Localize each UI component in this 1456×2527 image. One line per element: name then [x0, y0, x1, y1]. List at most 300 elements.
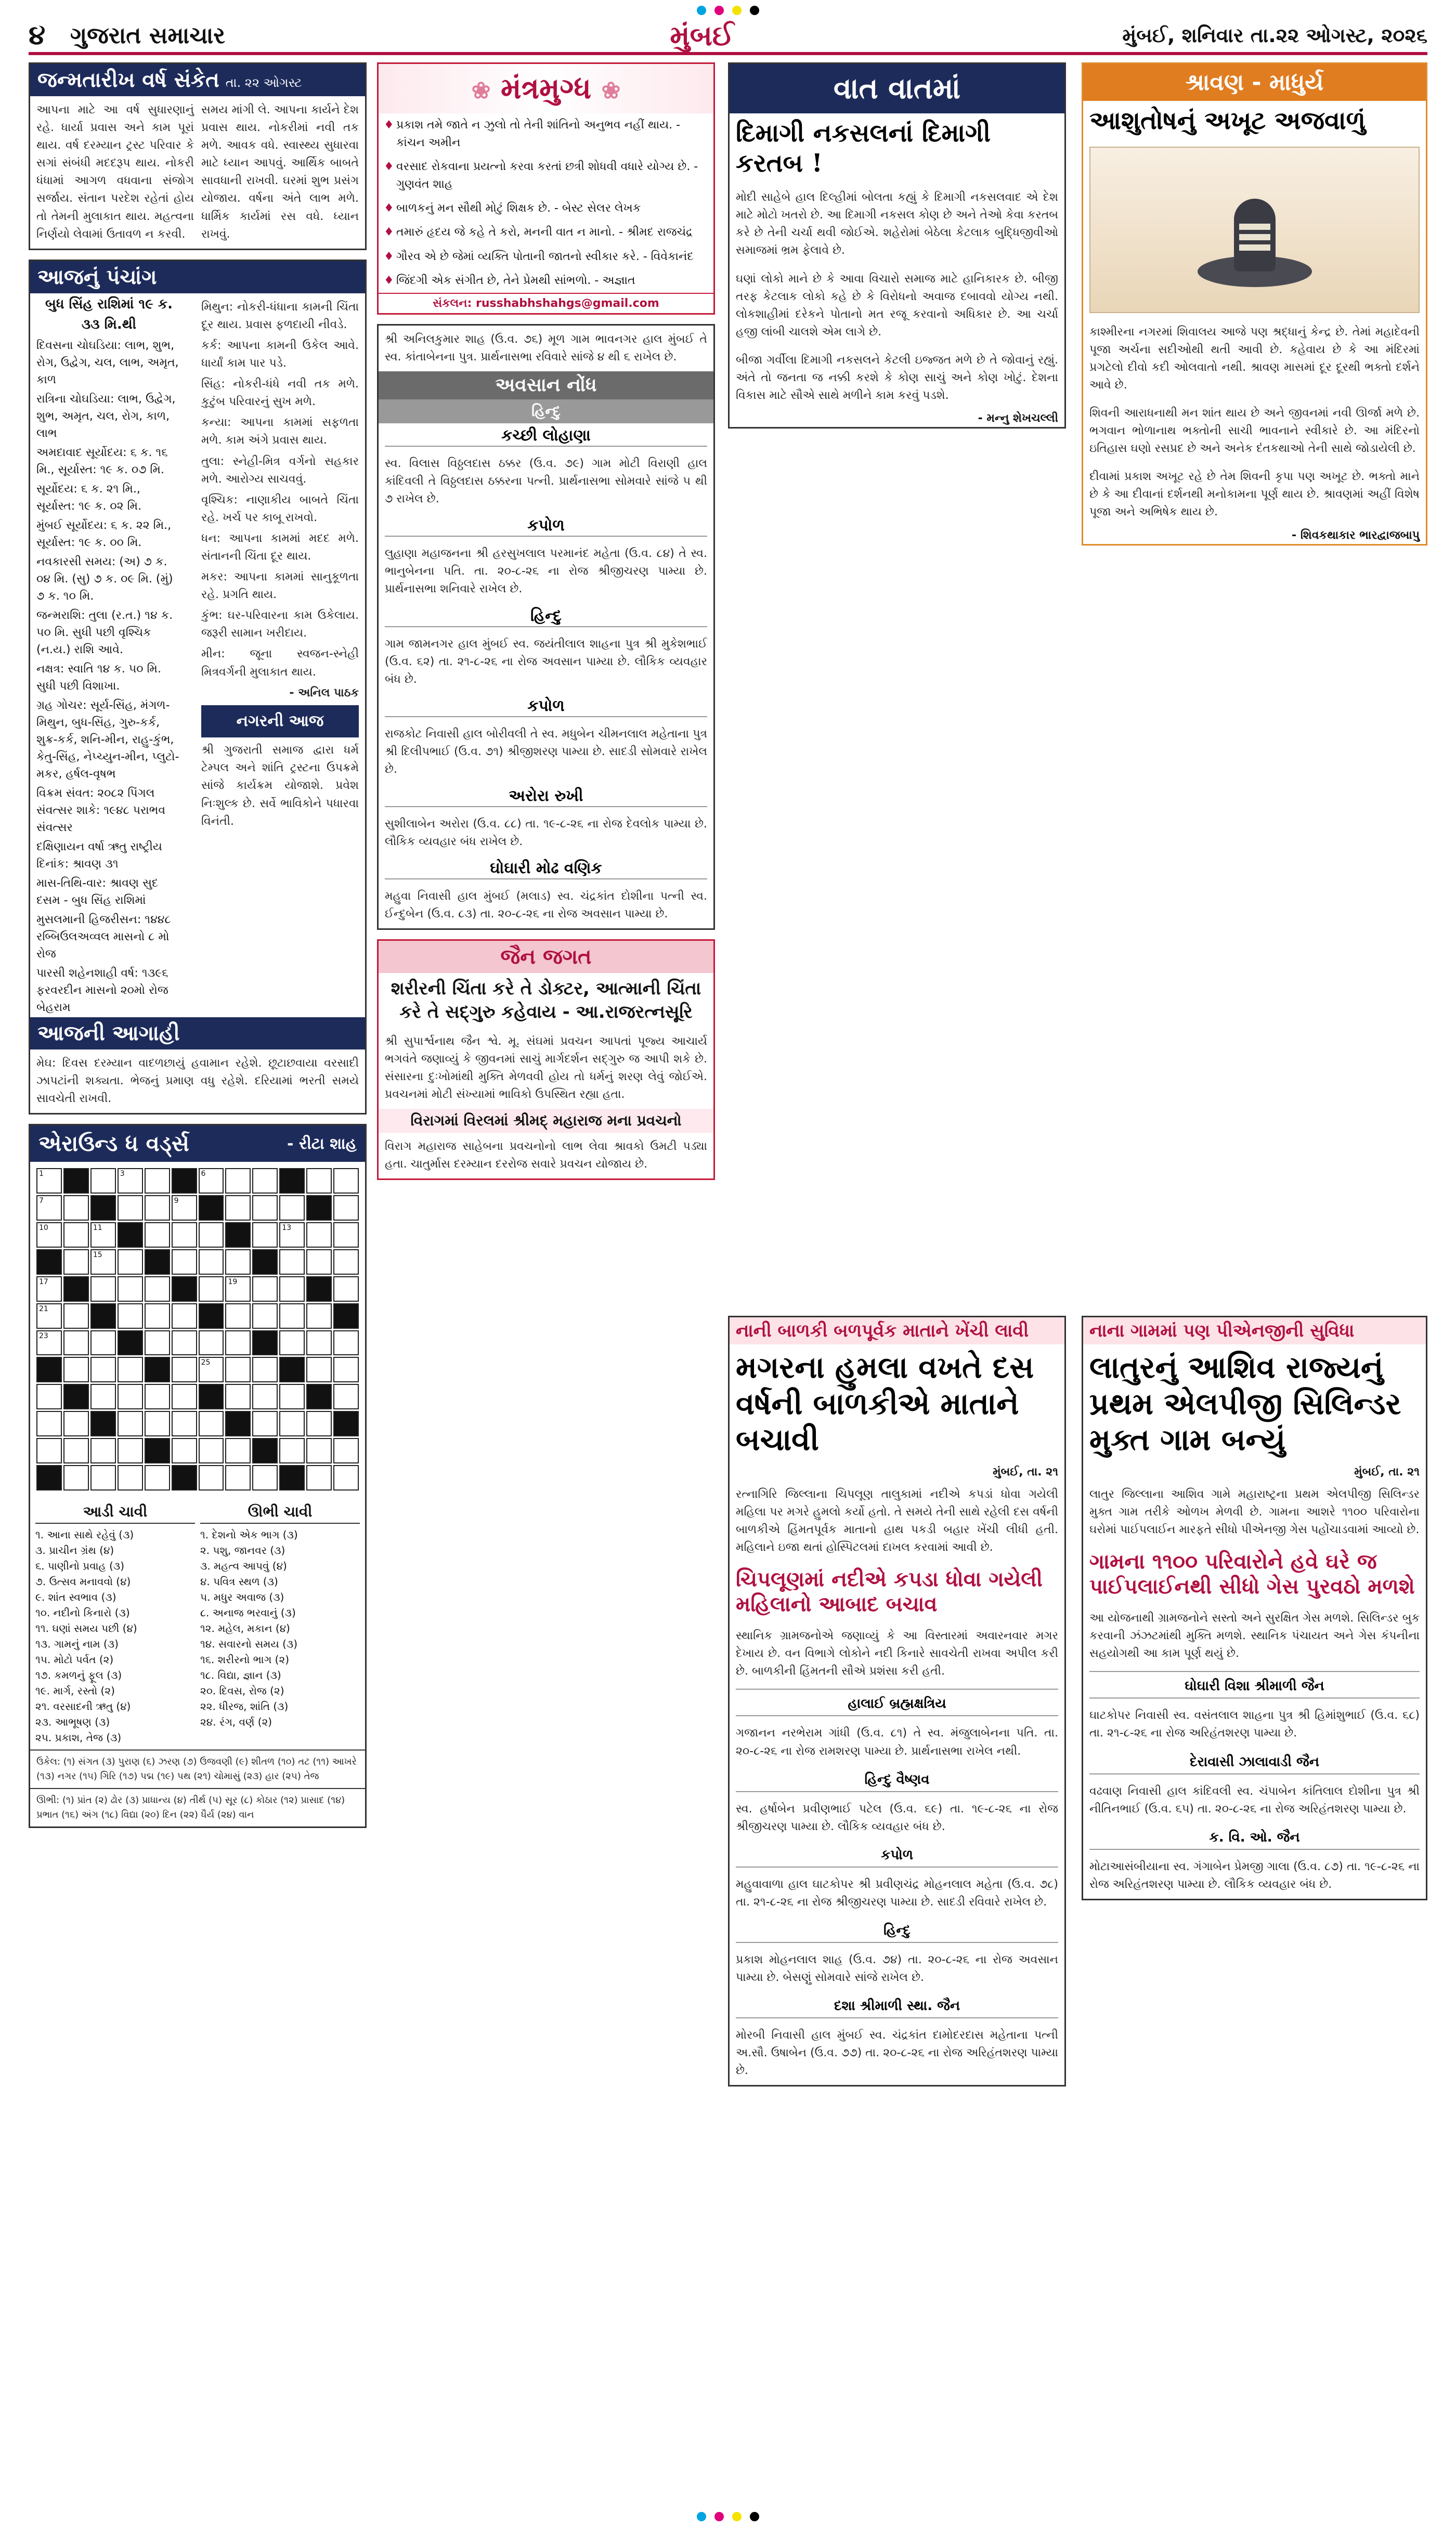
crossword-box	[29, 1124, 367, 1828]
crossword-cell[interactable]	[279, 1384, 305, 1409]
janma-heading: જન્મતારીખ વર્ષ સંકેત તા. ૨૨ ઓગસ્ટ	[30, 64, 365, 96]
obit-heading-zalavadi: દેરાવાસી ઝાલાવાડી જૈન	[1089, 1751, 1420, 1774]
crocodile-headline-2: ચિપલૂણમાં નદીએ કપડા ધોવા ગયેલી મહિલાનો આબાદ બચાવ	[736, 1567, 1043, 1617]
crossword-cell[interactable]: 11	[90, 1222, 116, 1248]
crossword-cell[interactable]: 13	[279, 1222, 305, 1248]
crossword-block	[333, 1411, 359, 1436]
crossword-cell[interactable]	[333, 1168, 359, 1194]
clue: ૧૯. માર્ગ, રસ્તો (૨)	[35, 1684, 115, 1697]
panchang-intro: બુધ સિંહ રાશિમાં ૧૯ ક. ૩૩ મિ.થી	[45, 296, 173, 332]
crossword-cell[interactable]	[145, 1330, 170, 1356]
crossword-cell[interactable]	[225, 1195, 251, 1221]
latur-headline: લાતુરનું આશિવ રાજ્યનું પ્રથમ એલપીજી સિલિન્ડર મુક્ત ગામ બન્યું	[1089, 1350, 1401, 1458]
crossword-author: - રીટા શાહ	[287, 1134, 357, 1153]
crossword-cell[interactable]	[63, 1357, 89, 1382]
panchang-row: પારસી શહેનશાહી વર્ષ: ૧૩૯૬ ફરવરદીન માસનો ૨૦મો રોજ બેહરામ	[36, 966, 168, 1014]
community-name: કચ્છી લોહાણા	[385, 423, 707, 447]
vaat-headline: દિમાગી નકસલનાં દિમાગી કરતબ !	[736, 119, 991, 178]
crossword-cell[interactable]: 7	[36, 1195, 62, 1221]
crossword-cell[interactable]	[118, 1411, 143, 1436]
section-name: મુંબઈ	[670, 18, 734, 52]
crossword-block	[252, 1330, 278, 1356]
crossword-cell[interactable]	[333, 1249, 359, 1275]
crossword-block	[306, 1195, 332, 1221]
crossword-cell[interactable]	[225, 1249, 251, 1275]
janma-box	[29, 62, 367, 250]
crossword-cell[interactable]: 17	[36, 1276, 62, 1302]
crossword-cell[interactable]	[279, 1249, 305, 1275]
obit-heading-ghoghari: ઘોઘારી વિશા શ્રીમાળી જૈન	[1089, 1675, 1420, 1699]
crossword-cell[interactable]: 19	[225, 1276, 251, 1302]
community-name: કપોળ	[385, 694, 707, 717]
janma-date: તા. ૨૨ ઓગસ્ટ	[225, 75, 302, 90]
crossword-cell[interactable]	[118, 1384, 143, 1409]
crossword-cell[interactable]: 10	[36, 1222, 62, 1248]
crossword-grid[interactable]	[30, 1162, 365, 1497]
clue: ૫. મધુર અવાજ (૩)	[200, 1591, 284, 1604]
crossword-cell[interactable]	[225, 1465, 251, 1491]
crossword-block	[172, 1465, 197, 1491]
crossword-cell[interactable]	[252, 1384, 278, 1409]
nagarni-aaj-heading: નગરની આજ	[201, 705, 359, 738]
clue: ૮. અનાજ ભરવાનું (૩)	[200, 1606, 296, 1619]
panchang-row: જન્મરાશિ: તુલા (ર.ત.) ૧૪ ક. ૫૦ મિ. સુધી પછી વૃશ્ચિક (ન.ય.) રાશિ આવે.	[36, 608, 173, 656]
obituary-heading: અવસાન નોંધ	[379, 371, 713, 399]
crossword-cell[interactable]	[90, 1330, 116, 1356]
crossword-block	[63, 1168, 89, 1194]
crossword-cell[interactable]: 9	[172, 1195, 197, 1221]
panchang-row: અમદાવાદ સૂર્યોદય: ૬ ક. ૧૬ મિ., સૂર્યાસ્ત: ૧૯ ક. ૦૭ મિ.	[36, 446, 168, 476]
crossword-block	[199, 1384, 224, 1409]
crossword-cell[interactable]	[306, 1357, 332, 1382]
crossword-cell[interactable]	[199, 1465, 224, 1491]
crossword-cell[interactable]	[252, 1168, 278, 1194]
clue: ૧૫. મોટો પર્વત (૨)	[35, 1653, 114, 1666]
halai-text-b: સ્વ. હર્ષાબેન પ્રવીણભાઈ પટેલ (ઉ.વ. ૬૯) તા. ૧૯-૮-૨૬ ના રોજ શ્રીજીચરણ પામ્યા છે. લૌકિક વ્યવહાર બંધ છે.	[736, 1802, 1058, 1833]
shravan-byline: - શિવકથાકાર ભારદ્વાજબાપુ	[1292, 528, 1420, 542]
crossword-cell[interactable]	[333, 1465, 359, 1491]
crossword-cell[interactable]	[36, 1384, 62, 1409]
crossword-cell[interactable]	[333, 1330, 359, 1356]
crossword-cell[interactable]: 21	[36, 1303, 62, 1329]
halai-subheading-2: કપોળ	[736, 1844, 1058, 1868]
shravan-text: શિવની આરાધનાથી મન શાંત થાય છે અને જીવનમાં નવી ઊર્જા મળે છે. ભગવાન ભોળાનાથ ભક્તોની સાચી ભાવનાને સ્વીકારે છે. આ મંદિરનો ઇતિહાસ ઘણો રસપ્રદ છે અને અનેક દંતકથાઓ તેની સાથે જોડાયેલી છે.	[1089, 406, 1420, 456]
crossword-cell[interactable]	[252, 1222, 278, 1248]
obit-text-kvo: મોટાઆસંબીયાના સ્વ. ગંગાબેન પ્રેમજી ગાલા (ઉ.વ. ૮૭) તા. ૧૯-૮-૨૬ ના રોજ અરિહંતશરણ પામ્યા છે. લૌકિક વ્યવહાર બંધ છે.	[1089, 1860, 1420, 1891]
community-name: અરોરા રુખી	[385, 784, 707, 807]
janma-text-a: આપના માટે આ વર્ષ સુધારણાનું રહે. ધાર્યા પ્રવાસ અને કામ પૂરાં થાય. વર્ષ દરમ્યાન ટ્રસ્ટ પરિવાર કે સગાં સંબંધી મદદરૂપ થાય. નોકરી ધંધામાં આગળ વધવાના સંજોગ સર્જાય. સંતાન પરદેશ રહેતાં હોય તો તેમની મુલાકાત થાય. મહત્વના નિર્ણયો લેવામાં ઉતાવળ ન કરવી.	[36, 103, 194, 241]
crossword-block	[252, 1249, 278, 1275]
crocodile-headline: મગરના હુમલા વખતે દસ વર્ષની બાળકીએ માતાને બચાવી	[736, 1350, 1034, 1458]
crossword-cell[interactable]	[225, 1330, 251, 1356]
crossword-block	[63, 1384, 89, 1409]
crossword-cell[interactable]	[333, 1276, 359, 1302]
page-number: ૪	[29, 19, 46, 51]
crossword-block	[145, 1438, 170, 1463]
crossword-block	[63, 1276, 89, 1302]
clue: ૧૦. નદીનો કિનારો (૩)	[35, 1606, 130, 1619]
crossword-cell[interactable]	[36, 1438, 62, 1463]
shravan-box	[1082, 62, 1427, 546]
crossword-cell[interactable]	[172, 1357, 197, 1382]
shivling-icon	[1192, 167, 1317, 292]
crossword-cell[interactable]: 3	[118, 1168, 143, 1194]
crossword-cell[interactable]	[118, 1465, 143, 1491]
crossword-cell[interactable]: 23	[36, 1330, 62, 1356]
crossword-cell[interactable]	[333, 1357, 359, 1382]
crocodile-text-2: સ્થાનિક ગ્રામજનોએ જણાવ્યું કે આ વિસ્તારમાં અવારનવાર મગર દેખાય છે. વન વિભાગે લોકોને નદી કિનારે સાવચેતી રાખવા અપીલ કરી છે. બાળકીની હિંમતની સૌએ પ્રશંસા કરી હતી.	[736, 1629, 1058, 1678]
halai-text-c: મહુવાવાળા હાલ ઘાટકોપર શ્રી પ્રવીણચંદ્ર મોહનલાલ મહેતા (ઉ.વ. ૭૮) તા. ૨૧-૮-૨૬ ના રોજ શ્રીજીચરણ પામ્યા છે. સાદડી રવિવારે રાખેલ છે.	[736, 1877, 1058, 1909]
clue: ૬. પાણીનો પ્રવાહ (૩)	[35, 1560, 125, 1573]
column-2	[377, 62, 715, 2476]
crossword-cell[interactable]	[333, 1195, 359, 1221]
crossword-cell[interactable]	[172, 1249, 197, 1275]
panchang-row: વિક્રમ સંવત: ૨૦૮૨ પિંગલ સંવત્સર શાકે: ૧૯૪૮ પરાભવ સંવત્સર	[36, 786, 166, 834]
clue: ૧૩. ગામનું નામ (૩)	[35, 1638, 119, 1651]
latur-text: લાતુર જિલ્લાના આશિવ ગામે મહારાષ્ટ્રના પ્રથમ એલપીજી સિલિન્ડર મુક્ત ગામ તરીકે ઓળખ મેળવી છે. ગામના આશરે ૧૧૦૦ પરિવારોના ઘરોમાં પાઈપલાઈન મારફતે સીધો પીએનજી ગેસ પહોંચાડવામાં આવ્યો છે.	[1089, 1487, 1420, 1536]
crossword-block	[306, 1384, 332, 1409]
panchang-row: ગ્રહ ગોચર: સૂર્ય-સિંહ, મંગળ-મિથુન, બુધ-સિંહ, ગુરુ-કર્ક, શુક્ર-કર્ક, શનિ-મીન, રાહુ-કુંભ, કેતુ-સિંહ, નેપ્ચ્યુન-મીન, પ્લુટો-મકર, હર્ષલ-વૃષભ	[36, 698, 179, 781]
panchang-row: દિવસના ચોઘડિયા: લાભ, શુભ, રોગ, ઉદ્વેગ, ચલ, લાભ, અમૃત, કાળ	[36, 339, 179, 386]
hindu-label: હિન્દુ	[379, 399, 713, 423]
mantra-quote: ♦ તમારું હૃદય જે કહે તે કરો, મનની વાત ન માનો. - શ્રીમદ રાજચંદ્ર	[379, 221, 713, 244]
crossword-cell[interactable]	[63, 1249, 89, 1275]
crossword-block	[279, 1357, 305, 1382]
crossword-cell[interactable]	[118, 1303, 143, 1329]
rashi-line: કન્યા: આપના કામમાં સફળતા મળે. કામ અંગે પ્રવાસ થાય.	[201, 416, 359, 447]
jain-jagat-box	[377, 939, 715, 1180]
crossword-cell[interactable]	[199, 1222, 224, 1248]
vaat-heading: વાત વાતમાં	[730, 64, 1064, 113]
column-4	[1082, 62, 1427, 1305]
rashi-line: ધન: આપના કામમાં મદદ મળે. સંતાનની ચિંતા દૂર થાય.	[201, 532, 359, 563]
crossword-cell[interactable]	[279, 1438, 305, 1463]
rashi-line: કુંભ: ઘર-પરિવારના કામ ઉકેલાય. જરૂરી સામાન ખરીદાય.	[201, 609, 359, 640]
crossword-cell[interactable]	[225, 1168, 251, 1194]
obituary-box	[377, 324, 715, 930]
community-name: ઘોઘારી મોઢ વણિક	[385, 856, 707, 879]
crossword-cell[interactable]	[145, 1411, 170, 1436]
halai-heading: હાલાઈ બ્રહ્મક્ષત્રિય	[736, 1693, 1058, 1716]
crossword-cell[interactable]	[306, 1330, 332, 1356]
aagahi-text: મેઘ: દિવસ દરમ્યાન વાદળછાયું હવામાન રહેશે. છૂટાછવાયા વરસાદી ઝાપટાંની શક્યતા. ભેજનું પ્રમાણ વધુ રહેશે. દરિયામાં ભરતી સમયે સાવચેતી રાખવી.	[36, 1056, 359, 1105]
crossword-block	[252, 1438, 278, 1463]
clue: ૨૨. ધીરજ, શાંતિ (૩)	[200, 1700, 289, 1713]
crossword-block	[118, 1222, 143, 1248]
crossword-cell[interactable]	[172, 1330, 197, 1356]
crossword-cell[interactable]: 1	[36, 1168, 62, 1194]
crossword-cell[interactable]	[279, 1303, 305, 1329]
crossword-block	[279, 1465, 305, 1491]
crossword-block	[36, 1249, 62, 1275]
crossword-cell[interactable]	[333, 1384, 359, 1409]
crossword-cell[interactable]	[279, 1195, 305, 1221]
crossword-cell[interactable]	[172, 1303, 197, 1329]
obit-heading-kvo: ક. વિ. ઓ. જૈન	[1089, 1826, 1420, 1850]
lotus-icon: ❀	[471, 77, 491, 104]
community-text: લુહાણા મહાજનના શ્રી હરસુખલાલ પરમાનંદ મહેતા (ઉ.વ. ૮૪) તે સ્વ. ભાનુબેનના પતિ. તા. ૨૦-૮-૨૬ ના રોજ શ્રીજીચરણ પામ્યા છે. પ્રાર્થનાસભા શનિવારે રાખેલ છે.	[385, 547, 707, 596]
mantra-box	[377, 62, 715, 315]
panchang-row: મુસલમાની હિજરીસન: ૧૪૪૮ રબ્બિઉલઅવ્વલ માસનો ૮ મો રોજ	[36, 913, 171, 961]
column-1	[29, 62, 367, 2476]
community-name: કપોળ	[385, 513, 707, 537]
crossword-cell[interactable]	[145, 1303, 170, 1329]
shravan-headline: આશુતોષનું અખૂટ અજવાળું	[1089, 106, 1366, 135]
crossword-cell[interactable]	[63, 1438, 89, 1463]
mantra-title: મંત્રમુગ્ધ	[501, 71, 591, 106]
mantra-quote: ♦ જિંદગી એક સંગીત છે, તેને પ્રેમથી સાંભળો. - અજ્ઞાત	[379, 269, 713, 293]
clue: ૧૧. ઘણાં સમય પછી (૪)	[35, 1622, 137, 1635]
community-text: રાજકોટ નિવાસી હાલ બોરીવલી તે સ્વ. મધુબેન ચીમનલાલ મહેતાના પુત્ર શ્રી દિલીપભાઈ (ઉ.વ. ૭૧) શ્રીજીશરણ પામ્યા છે. સાદડી સોમવારે રાખેલ છે.	[385, 727, 707, 776]
panchang-list	[30, 293, 188, 1017]
panchang-body	[30, 293, 365, 1017]
crossword-cell[interactable]	[118, 1438, 143, 1463]
panchang-row: દક્ષિણાયન વર્ષા ઋતુ રાષ્ટ્રીય દિનાંક: શ્રાવણ ૩૧	[36, 840, 162, 871]
crossword-cell[interactable]	[306, 1222, 332, 1248]
crossword-cell[interactable]	[199, 1249, 224, 1275]
shravan-text: દીવામાં પ્રકાશ અખૂટ રહે છે તેમ શિવની કૃપા પણ અખૂટ છે. ભક્તો માને છે કે આ દીવાનાં દર્શનથી મનોકામના પૂર્ણ થાય છે. શ્રાવણમાં અહીં વિશેષ પૂજા અને અભિષેક થાય છે.	[1089, 470, 1420, 519]
crossword-cell[interactable]	[118, 1357, 143, 1382]
crossword-cell[interactable]	[252, 1411, 278, 1436]
panchang-row: નવકારસી સમય: (અ) ૭ ક. ૦૪ મિ. (સુ) ૭ ક. ૦૯ મિ. (મું) ૭ ક. ૧૦ મિ.	[36, 555, 173, 603]
shivling-photo	[1089, 147, 1420, 313]
crossword-block	[145, 1357, 170, 1382]
crossword-block	[306, 1276, 332, 1302]
crossword-cell[interactable]: 25	[199, 1357, 224, 1382]
crossword-block	[118, 1330, 143, 1356]
crossword-cell[interactable]	[306, 1411, 332, 1436]
crossword-block	[199, 1195, 224, 1221]
crossword-cell[interactable]	[252, 1195, 278, 1221]
community-text: મહુવા નિવાસી હાલ મુંબઈ (મલાડ) સ્વ. ચંદ્રકાંત દોશીના પત્ની સ્વ. ઈન્દુબેન (ઉ.વ. ૮૩) તા. ૨૦-૮-૨૬ ના રોજ અવસાન પામ્યા છે.	[385, 890, 707, 921]
vaat-text: ઘણાં લોકો માને છે કે આવા વિચારો સમાજ માટે હાનિકારક છે. બીજી તરફ કેટલાક લોકો કહે છે કે વિરોધનો અવાજ દબાવવો યોગ્ય નથી. લોકશાહીમાં દરેકને પોતાનો મત રજૂ કરવાનો અધિકાર છે. આ ચર્ચા હજી લાંબી ચાલશે એમ લાગે છે.	[736, 272, 1058, 339]
clue: ૪. પવિત્ર સ્થળ (૩)	[200, 1575, 278, 1588]
panchang-row: નક્ષત્ર: સ્વાતિ ૧૪ ક. ૫૦ મિ. સુધી પછી વિશાખા.	[36, 662, 161, 693]
crossword-block	[172, 1276, 197, 1302]
crocodile-banner: નાની બાળકી બળપૂર્વક માતાને ખેંચી લાવી	[730, 1317, 1064, 1344]
panchang-row: માસ-તિથિ-વાર: શ્રાવણ સુદ દસમ - બુધ સિંહ રાશિમાં	[36, 876, 159, 907]
rashi-line: કર્ક: આપના કામની ઉકેલ આવે. ધાર્યાં કામ પાર પડે.	[201, 339, 359, 370]
crossword-cell[interactable]	[90, 1384, 116, 1409]
latur-dateline: મુંબઈ, તા. ૨૧	[1354, 1465, 1420, 1479]
crocodile-text: રત્નાગિરિ જિલ્લાના ચિપલૂણ તાલુકામાં નદીએ કપડાં ધોવા ગયેલી મહિલા પર મગરે હુમલો કર્યો હતો. તે સમયે તેની સાથે રહેલી દસ વર્ષની બાળકીએ હિંમતપૂર્વક માતાનો હાથ પકડી બહાર ખેંચી લીધી હતી. મહિલાને ઇજા થતાં હોસ્પિટલમાં દાખલ કરવામાં આવી છે.	[736, 1487, 1058, 1554]
crossword-block	[36, 1465, 62, 1491]
crossword-cell[interactable]	[306, 1465, 332, 1491]
janma-text	[30, 96, 365, 249]
crossword-block	[90, 1411, 116, 1436]
crossword-cell[interactable]	[63, 1330, 89, 1356]
latur-text-2: આ યોજનાથી ગ્રામજનોને સસ્તો અને સુરક્ષિત ગેસ મળશે. સિલિન્ડર બુક કરવાની ઝંઝટમાંથી મુક્તિ મળશે. સ્થાનિક પંચાયત અને ગેસ કંપનીના સહયોગથી આ કામ પૂર્ણ થયું છે.	[1089, 1612, 1420, 1661]
community-name: હિન્દુ	[385, 604, 707, 627]
shravan-text: કાશ્મીરના નગરમાં શિવાલય આજે પણ શ્રદ્ધાનું કેન્દ્ર છે. તેમાં મહાદેવની પૂજા અર્ચના સદીઓથી થતી આવી છે. કહેવાય છે કે આ મંદિરમાં પ્રગટેલો દીવો કદી ઓલવાતો નથી. શ્રાવણ માસમાં દૂર દૂરથી ભક્તો દર્શને આવે છે.	[1089, 325, 1420, 392]
clue: ૧૪. સવારનો સમય (૩)	[200, 1638, 298, 1651]
crossword-cell[interactable]	[118, 1195, 143, 1221]
jain-subheadline: વિરાગમાં વિરલમાં શ્રીમદ્ મહારાજ મના પ્રવચનો	[379, 1109, 713, 1133]
crossword-cell[interactable]	[145, 1276, 170, 1302]
down-clues	[200, 1501, 360, 1745]
mantra-quote: ♦ બાળકનું મન સૌથી મોટું શિક્ષક છે. - બેસ્ટ સેલર લેખક	[379, 197, 713, 221]
crocodile-story	[728, 1316, 1066, 2087]
crossword-cell[interactable]	[199, 1330, 224, 1356]
clue: ૧૭. કમળનું ફૂલ (૩)	[35, 1669, 122, 1682]
crossword-cell[interactable]	[145, 1384, 170, 1409]
crossword-block	[172, 1168, 197, 1194]
panchang-row: સૂર્યોદય: ૬ ક. ૨૧ મિ., સૂર્યાસ્ત: ૧૯ ક. ૦૨ મિ.	[36, 482, 142, 513]
crossword-cell[interactable]	[306, 1249, 332, 1275]
vaat-text: બીજા ગર્વીલા દિમાગી નકસલને કેટલી ઇજ્જત મળે છે તે જોવાનું રહ્યું. અંતે તો જનતા જ નક્કી કરશે કે કોણ સાચું અને કોણ ખોટું. દેશના વિકાસ માટે સૌએ સાથે મળીને કામ કરવું પડશે.	[736, 353, 1058, 403]
clue: ૩. પ્રાચીન ગ્રંથ (૪)	[35, 1544, 114, 1557]
crossword-cell[interactable]: 6	[199, 1168, 224, 1194]
clue: ૧. આના સાથે રહેવું (૩)	[35, 1528, 134, 1541]
crossword-cell[interactable]	[172, 1438, 197, 1463]
crossword-heading	[30, 1125, 365, 1162]
crossword-cell[interactable]	[90, 1438, 116, 1463]
obit-text-ghoghari: ઘાટકોપર નિવાસી સ્વ. વસંતલાલ શાહના પુત્ર શ્રી હિમાંશુભાઈ (ઉ.વ. ૬૮) તા. ૨૧-૮-૨૬ ના રોજ અરિહંતશરણ પામ્યા છે.	[1089, 1709, 1420, 1740]
crossword-cell[interactable]	[252, 1357, 278, 1382]
crossword-cell[interactable]	[118, 1249, 143, 1275]
crossword-block	[225, 1411, 251, 1436]
crossword-cell[interactable]	[279, 1276, 305, 1302]
crossword-cell[interactable]	[172, 1384, 197, 1409]
nagar-text: શ્રી ગુજરાતી સમાજ દ્વારા ધર્મ ટેમ્પલ અને શાંતિ ટ્રસ્ટના ઉપક્રમે સાંજે કાર્યક્રમ યોજાશે. પ્રવેશ નિઃશુલ્ક છે. સર્વે ભાવિકોને પધારવા વિનંતી.	[201, 744, 359, 828]
crossword-title: એરાઉન્ડ ધ વર્ડ્સ	[38, 1131, 189, 1157]
masthead	[29, 19, 1427, 55]
crossword-cell[interactable]	[279, 1330, 305, 1356]
clue: ૨૫. પ્રકાશ, તેજ (૩)	[35, 1731, 122, 1744]
mantra-quote: ♦ વરસાદ રોકવાના પ્રયત્નો કરવા કરતાં છત્રી શોધવી વધારે યોગ્ય છે. - ગુણવંત શાહ	[379, 155, 713, 197]
crossword-cell[interactable]	[90, 1276, 116, 1302]
crossword-cell[interactable]	[145, 1465, 170, 1491]
clue: ૭. ઉત્સવ મનાવવો (૪)	[35, 1575, 131, 1588]
crossword-clues	[30, 1497, 365, 1750]
obit-heading-dasha: દશા શ્રીમાળી સ્થા. જૈન	[736, 1995, 1058, 2018]
crossword-cell[interactable]	[306, 1168, 332, 1194]
panchang-box	[29, 260, 367, 1115]
clue: ૩. મહત્વ આપવું (૪)	[200, 1560, 287, 1573]
crossword-cell[interactable]	[333, 1222, 359, 1248]
crossword-cell[interactable]	[118, 1276, 143, 1302]
crossword-block	[199, 1303, 224, 1329]
crossword-cell[interactable]	[225, 1384, 251, 1409]
clue: ૧૨. મહેલ, મકાન (૪)	[200, 1622, 290, 1635]
crossword-cell[interactable]	[306, 1303, 332, 1329]
crossword-cell[interactable]	[90, 1465, 116, 1491]
mantra-quote: ♦ પ્રકાશ તમે જાતે ન ઝુલો તો તેની શાંતિનો અનુભવ નહીં થાય. - કાંચન અમીન	[379, 113, 713, 155]
latur-banner: નાના ગામમાં પણ પીએનજીની સુવિધા	[1083, 1317, 1426, 1344]
crossword-cell[interactable]	[63, 1465, 89, 1491]
crossword-block	[333, 1303, 359, 1329]
rashi-line: મીન: જૂના સ્વજન-સ્નેહી મિત્રવર્ગની મુલાકાત થાય.	[201, 647, 359, 679]
crossword-block	[279, 1168, 305, 1194]
rashi-list	[195, 293, 365, 1017]
crossword-cell[interactable]	[252, 1303, 278, 1329]
crossword-cell[interactable]	[172, 1222, 197, 1248]
across-clues	[35, 1501, 195, 1745]
latur-headline-2: ગામના ૧૧૦૦ પરિવારોને હવે ઘરે જ પાઈપલાઈનથી સીધો ગેસ પુરવઠો મળશે	[1089, 1549, 1415, 1599]
crossword-block	[90, 1303, 116, 1329]
crossword-cell[interactable]	[199, 1276, 224, 1302]
jain-jagat-heading: જૈન જગત	[379, 941, 713, 973]
vaat-box	[728, 62, 1066, 429]
crossword-block	[145, 1249, 170, 1275]
crossword-cell[interactable]	[63, 1411, 89, 1436]
jain-headline: શરીરની ચિંતા કરે તે ડોક્ટર, આત્માની ચિંતા કરે તે સદ્ગુરુ કહેવાય - આ.રાજરત્નસૂરિ	[391, 978, 701, 1022]
mantra-credit: સંકલન: russhabhshahgs@gmail.com	[379, 293, 713, 313]
rashi-line: મિથુન: નોકરી-ધંધાના કામની ચિંતા દૂર થાય. પ્રવાસ ફળદાયી નીવડે.	[201, 300, 359, 331]
clue: ૨. પશુ, જાનવર (૩)	[200, 1544, 285, 1557]
crossword-cell[interactable]	[225, 1438, 251, 1463]
clue: ૨૪. રંગ, વર્ણ (૨)	[200, 1716, 272, 1729]
panchang-heading: આજનું પંચાંગ	[30, 261, 365, 293]
crossword-block	[225, 1222, 251, 1248]
column-3	[728, 62, 1066, 1305]
registration-marks-top	[0, 0, 1456, 21]
paper-name: ગુજરાત સમાચાર	[70, 22, 225, 49]
crossword-cell[interactable]	[145, 1168, 170, 1194]
crocodile-dateline: મુંબઈ, તા. ૨૧	[993, 1465, 1058, 1479]
aagahi-heading: આજની આગાહી	[30, 1017, 365, 1049]
clue: ૧. દેશનો એક ભાગ (૩)	[200, 1528, 298, 1541]
rashi-line: વૃશ્ચિક: નાણાકીય બાબતે ચિંતા રહે. ખર્ચ પર કાબૂ રાખવો.	[201, 493, 359, 524]
latur-story	[1082, 1316, 1427, 1900]
crossword-cell[interactable]	[225, 1303, 251, 1329]
crossword-cell[interactable]	[36, 1411, 62, 1436]
rashi-byline: - અનિલ પાઠક	[289, 686, 359, 699]
crossword-answers-down: ઊભી: (૧) પ્રાંત (૨) ઢોર (૩) પ્રાધાન્ય (૪) તીર્થ (૫) સૂર (૮) કોઠાર (૧૨) પ્રાસાદ (૧૪) પ્રભાત (૧૬) અંગ (૧૮) વિદ્યા (૨૦) દિન (૨૨) ધૈર્ય (૨૪) વાન	[30, 1788, 365, 1826]
crossword-cell[interactable]	[199, 1411, 224, 1436]
obit-text-zalavadi: વઢવાણ નિવાસી હાલ કાંદિવલી સ્વ. ચંપાબેન કાંતિલાલ દોશીના પુત્ર શ્રી નીતિનભાઈ (ઉ.વ. ૬૫) તા. ૨૦-૮-૨૬ ના રોજ અરિહંતશરણ પામ્યા છે.	[1089, 1784, 1420, 1816]
crossword-cell[interactable]	[145, 1222, 170, 1248]
crossword-cell[interactable]	[90, 1357, 116, 1382]
rashi-line: મકર: આપના કામમાં સાનુકૂળતા રહે. પ્રગતિ થાય.	[201, 571, 359, 602]
community-text: સુશીલાબેન અરોરા (ઉ.વ. ૮૮) તા. ૧૯-૮-૨૬ ના રોજ દેવલોક પામ્યા છે. લૌકિક વ્યવહાર બંધ રાખેલ છે.	[385, 818, 707, 849]
crossword-cell[interactable]	[333, 1438, 359, 1463]
dateline: મુંબઈ, શનિવાર તા.૨૨ ઓગસ્ટ, ૨૦૨૬	[1122, 23, 1427, 47]
obit-heading-hindu: હિન્દુ	[736, 1920, 1058, 1943]
jain-text-b: વિરાગ મહારાજ સાહેબના પ્રવચનોનો લાભ લેવા શ્રાવકો ઉમટી પડ્યા હતા. ચાતુર્માસ દરમ્યાન દરરોજ સવારે પ્રવચન યોજાય છે.	[385, 1140, 707, 1171]
crossword-cell[interactable]	[199, 1438, 224, 1463]
shravan-heading: શ્રાવણ - માધુર્ય	[1083, 64, 1426, 101]
crossword-cell[interactable]	[63, 1195, 89, 1221]
crossword-cell[interactable]	[63, 1303, 89, 1329]
clue: ૧૬. શરીરનો ભાગ (૨)	[200, 1653, 289, 1666]
halai-text: ગજાનન નરભેરામ ગાંધી (ઉ.વ. ૮૧) તે સ્વ. મંજુલાબેનના પતિ. તા. ૨૦-૮-૨૬ ના રોજ રામશરણ પામ્યા છે. પ્રાર્થનાસભા રાખેલ નથી.	[736, 1727, 1058, 1758]
rashi-line: તુલા: સ્નેહી-મિત્ર વર્ગનો સહકાર મળે. આરોગ્ય સાચવવું.	[201, 455, 359, 486]
halai-subheading: હિન્દુ વૈષ્ણવ	[736, 1769, 1058, 1792]
crossword-cell[interactable]	[252, 1465, 278, 1491]
crossword-cell[interactable]	[172, 1411, 197, 1436]
crossword-cell[interactable]	[90, 1168, 116, 1194]
crossword-cell[interactable]	[252, 1276, 278, 1302]
crossword-block	[36, 1357, 62, 1382]
crossword-cell[interactable]	[145, 1195, 170, 1221]
clue: ૧૮. વિદ્યા, જ્ઞાન (૩)	[200, 1669, 281, 1682]
lotus-icon: ❀	[601, 77, 621, 104]
obit-text-dasha: મોરબી નિવાસી હાલ મુંબઈ સ્વ. ચંદ્રકાંત દામોદરદાસ મહેતાના પત્ની અ.સૌ. ઉષાબેન (ઉ.વ. ૭૭) તા. ૨૦-૮-૨૬ ના રોજ અરિહંતશરણ પામ્યા છે.	[736, 2029, 1058, 2078]
clue: ૯. શાંત સ્વભાવ (૩)	[35, 1591, 116, 1604]
registration-marks-bottom	[0, 2506, 1456, 2527]
crossword-cell[interactable]	[306, 1438, 332, 1463]
obit-intro: શ્રી અનિલકુમાર શાહ (ઉ.વ. ૭૬) મૂળ ગામ ભાવનગર હાલ મુંબઈ તે સ્વ. કાંતાબેનના પુત્ર. પ્રાર્થનાસભા રવિવારે સાંજે ૪ થી ૬ રાખેલ છે.	[385, 332, 707, 364]
mantra-heading	[379, 64, 713, 113]
vaat-text: મોદી સાહેબે હાલ દિલ્હીમાં બોલતા કહ્યું કે દિમાગી નકસલવાદ એ દેશ માટે મોટો ખતરો છે. આ દિમાગી નકસલ કોણ છે અને તેઓ કેવા કરતબ કરે છે તેની ચર્ચા થવી જોઈએ. શહેરોમાં બેઠેલા કેટલાક બુદ્ધિજીવીઓ સમાજમાં ભ્રમ ફેલાવે છે.	[736, 191, 1058, 257]
crossword-cell[interactable]: 15	[90, 1249, 116, 1275]
crossword-cell[interactable]	[279, 1411, 305, 1436]
clue: ૨૩. આભૂષણ (૩)	[35, 1716, 110, 1729]
crossword-cell[interactable]	[63, 1222, 89, 1248]
crossword-cell[interactable]	[225, 1357, 251, 1382]
across-heading: આડી ચાવી	[35, 1501, 195, 1524]
